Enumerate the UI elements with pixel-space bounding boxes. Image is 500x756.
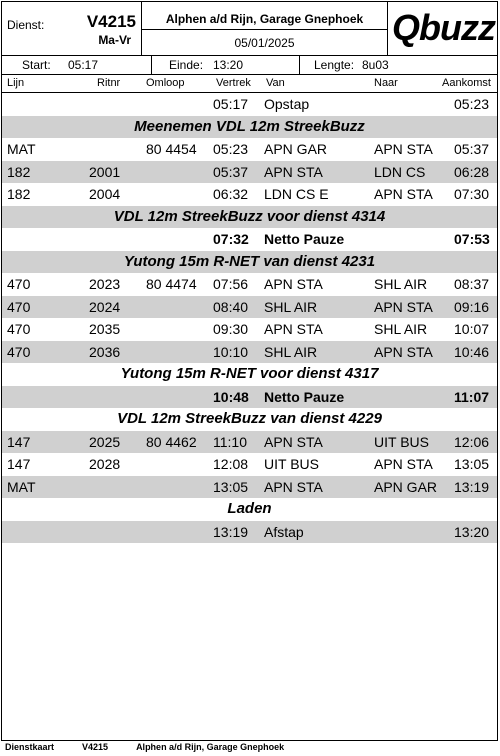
- cell-vertrek: 13:19: [213, 523, 249, 540]
- cell-naar: APN STA: [374, 186, 433, 202]
- col-lijn: Lijn: [7, 77, 25, 89]
- footer-code: V4215: [82, 742, 109, 752]
- cell-ritnr: 2028: [89, 456, 121, 472]
- dienst-box: [2, 2, 142, 55]
- lengte-value: 8u03: [362, 58, 389, 72]
- cell-lijn: 470: [7, 298, 31, 315]
- cell-vertrek: 11:10: [213, 433, 247, 450]
- section-title: VDL 12m StreekBuzz voor dienst 4314: [2, 206, 497, 229]
- trip-row: [2, 521, 497, 544]
- times-divider: [299, 56, 300, 74]
- cell-aankomst: 07:30: [454, 186, 490, 202]
- trip-row: [2, 386, 497, 409]
- trip-row: [2, 228, 497, 251]
- trip-row: [2, 93, 497, 116]
- col-naar: Naar: [374, 77, 398, 89]
- cell-vertrek: 07:32: [213, 231, 249, 247]
- cell-ritnr: 2004: [89, 186, 121, 202]
- cell-van: APN STA: [264, 478, 323, 495]
- cell-naar: SHL AIR: [374, 276, 428, 292]
- column-header: [2, 75, 497, 93]
- cell-van: APN GAR: [264, 141, 328, 157]
- location-box: [142, 2, 388, 55]
- cell-vertrek: 10:10: [213, 343, 249, 360]
- cell-vertrek: 13:05: [213, 478, 249, 495]
- cell-ritnr: 2023: [89, 276, 121, 292]
- cell-van: APN STA: [264, 321, 323, 337]
- duty-card: [1, 1, 498, 741]
- cell-lijn: 470: [7, 276, 31, 292]
- trip-row: [2, 296, 497, 319]
- cell-naar: APN STA: [374, 141, 433, 157]
- trip-row: [2, 138, 497, 161]
- cell-van: Netto Pauze: [264, 231, 345, 247]
- cell-aankomst: 13:19: [454, 478, 490, 495]
- trip-row: [2, 183, 497, 206]
- einde-time: 13:20: [213, 58, 244, 72]
- cell-van: SHL AIR: [264, 343, 318, 360]
- cell-lijn: MAT: [7, 141, 36, 157]
- trip-row: [2, 476, 497, 499]
- cell-aankomst: 08:37: [454, 276, 490, 292]
- card-footer: [5, 742, 312, 752]
- cell-naar: APN STA: [374, 456, 433, 472]
- cell-aankomst: 10:46: [454, 343, 490, 360]
- location-name: Alphen a/d Rijn, Garage Gnephoek: [165, 12, 364, 26]
- cell-lijn: 147: [7, 456, 31, 472]
- cell-aankomst: 07:53: [454, 231, 490, 247]
- cell-omloop: 80 4454: [146, 141, 197, 157]
- cell-naar: APN STA: [374, 343, 433, 360]
- cell-aankomst: 11:07: [454, 388, 490, 405]
- cell-aankomst: 13:05: [454, 456, 490, 472]
- cell-vertrek: 08:40: [213, 298, 249, 315]
- cell-naar: APN STA: [374, 298, 433, 315]
- start-time: 05:17: [68, 58, 99, 72]
- cell-lijn: MAT: [7, 478, 36, 495]
- col-van: Van: [266, 77, 285, 89]
- cell-ritnr: 2024: [89, 298, 121, 315]
- col-aankomst: Aankomst: [442, 77, 491, 89]
- card-header: [2, 2, 497, 56]
- footer-label: Dienstkaart: [5, 742, 55, 752]
- cell-vertrek: 07:56: [213, 276, 249, 292]
- cell-vertrek: 05:37: [213, 163, 249, 180]
- section-title: Laden: [227, 500, 272, 517]
- cell-van: Opstap: [264, 96, 310, 112]
- cell-lijn: 470: [7, 321, 31, 337]
- cell-omloop: 80 4462: [146, 433, 197, 450]
- section-title: Meenemen VDL 12m StreekBuzz: [2, 116, 497, 139]
- location-divider: [142, 29, 387, 30]
- cell-lijn: 182: [7, 186, 31, 202]
- brand-logo: Qbuzz: [392, 7, 495, 48]
- dienst-label: Dienst:: [7, 18, 45, 32]
- duty-date: 05/01/2025: [234, 36, 295, 50]
- einde-label: Einde:: [169, 58, 204, 72]
- section-title: VDL 12m StreekBuzz van dienst 4229: [117, 410, 382, 427]
- cell-van: UIT BUS: [264, 456, 319, 472]
- cell-ritnr: 2035: [89, 321, 121, 337]
- cell-aankomst: 13:20: [454, 523, 490, 540]
- cell-aankomst: 05:37: [454, 141, 490, 157]
- cell-van: APN STA: [264, 433, 323, 450]
- footer-location: Alphen a/d Rijn, Garage Gnephoek: [136, 742, 285, 752]
- cell-vertrek: 06:32: [213, 186, 249, 202]
- cell-van: Netto Pauze: [264, 388, 345, 405]
- cell-aankomst: 06:28: [454, 163, 490, 180]
- cell-naar: APN GAR: [374, 478, 438, 495]
- cell-vertrek: 05:23: [213, 141, 249, 157]
- cell-van: LDN CS E: [264, 186, 329, 202]
- section-title: Yutong 15m R-NET voor dienst 4317: [120, 365, 379, 382]
- cell-ritnr: 2025: [89, 433, 121, 450]
- cell-vertrek: 09:30: [213, 321, 249, 337]
- cell-van: APN STA: [264, 163, 323, 180]
- trip-row: [2, 318, 497, 341]
- cell-lijn: 147: [7, 433, 31, 450]
- cell-aankomst: 09:16: [454, 298, 490, 315]
- trip-row: [2, 161, 497, 184]
- trip-row: [2, 341, 497, 364]
- cell-lijn: 470: [7, 343, 31, 360]
- cell-van: APN STA: [264, 276, 323, 292]
- cell-ritnr: 2001: [89, 163, 121, 180]
- cell-vertrek: 10:48: [213, 388, 249, 405]
- cell-aankomst: 12:06: [454, 433, 490, 450]
- times-divider: [151, 56, 152, 74]
- cell-aankomst: 10:07: [454, 321, 490, 337]
- cell-vertrek: 05:17: [213, 96, 249, 112]
- col-vertrek: Vertrek: [216, 77, 251, 89]
- trip-list: [2, 93, 497, 543]
- cell-van: Afstap: [264, 523, 304, 540]
- cell-naar: SHL AIR: [374, 321, 428, 337]
- trip-row: [2, 453, 497, 476]
- dienst-code: V4215: [86, 12, 136, 31]
- lengte-label: Lengte:: [314, 58, 355, 72]
- cell-naar: LDN CS: [374, 163, 426, 180]
- dienst-days: Ma-Vr: [98, 33, 131, 47]
- col-ritnr: Ritnr: [97, 77, 121, 89]
- times-bar: [2, 56, 497, 75]
- cell-vertrek: 12:08: [213, 456, 249, 472]
- section-title: Yutong 15m R-NET van dienst 4231: [2, 251, 497, 274]
- cell-lijn: 182: [7, 163, 31, 180]
- trip-row: [2, 431, 497, 454]
- cell-ritnr: 2036: [89, 343, 121, 360]
- start-label: Start:: [22, 58, 51, 72]
- cell-van: SHL AIR: [264, 298, 318, 315]
- col-omloop: Omloop: [146, 77, 185, 89]
- cell-aankomst: 05:23: [454, 96, 490, 112]
- trip-row: [2, 273, 497, 296]
- cell-omloop: 80 4474: [146, 276, 197, 292]
- cell-naar: UIT BUS: [374, 433, 429, 450]
